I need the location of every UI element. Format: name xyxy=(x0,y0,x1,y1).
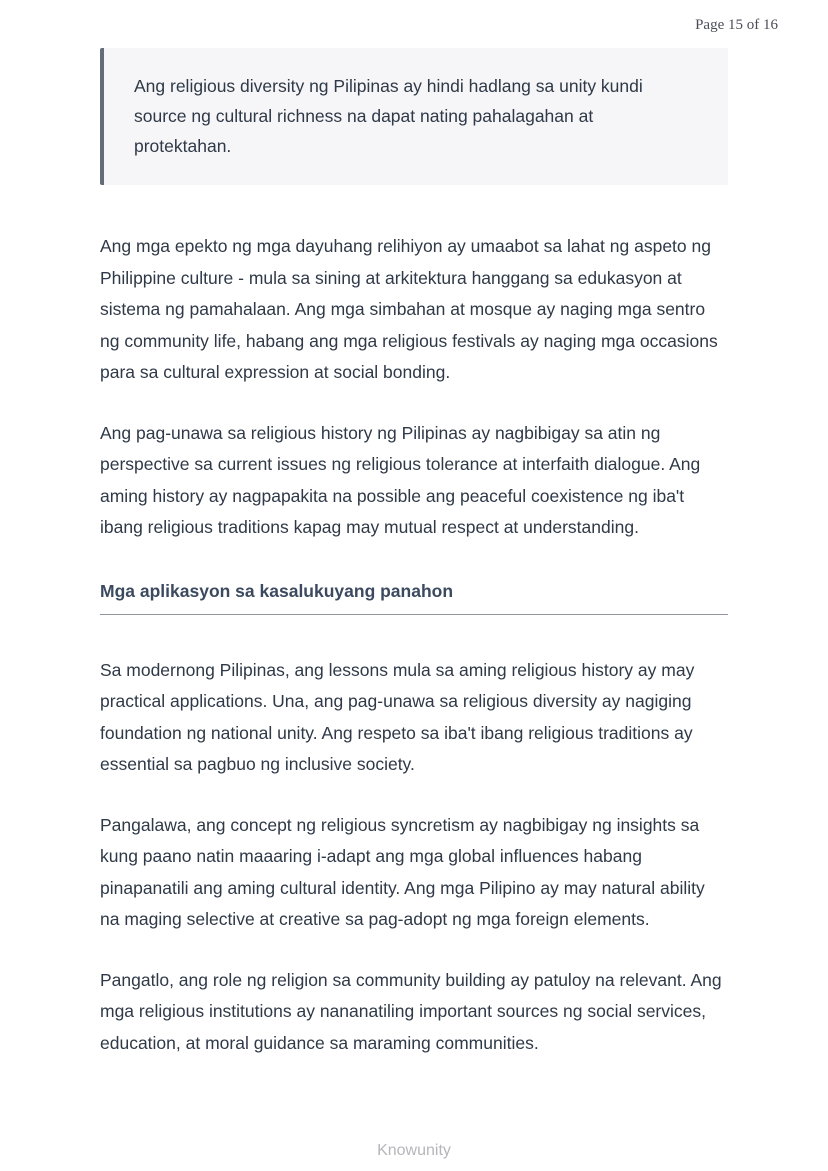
blockquote-text: Ang religious diversity ng Pilipinas ay hindi hadlang sa unity kundi source ng cultural richness na dapat nating pahalagahan at protektahan. xyxy=(134,76,643,156)
paragraph: Ang mga epekto ng mga dayuhang relihiyon ay umaabot sa lahat ng aspeto ng Philippine culture - mula sa sining at arkitektura hanggang sa edukasyon at sistema ng pamahalaan. Ang mga simbahan at mosque ay naging mga sentro ng community life, habang ang mga religious festivals ay naging mga occasions para sa cultural expression at social bonding. xyxy=(100,236,718,382)
paragraph: Ang pag-unawa sa religious history ng Pilipinas ay nagbibigay sa atin ng perspective sa current issues ng religious tolerance at interfaith dialogue. Ang aming history ay nagpapakita na possible ang peaceful coexistence ng iba't ibang religious traditions kapag may mutual respect at understanding. xyxy=(100,422,701,537)
footer-brand: Knowunity xyxy=(377,1142,451,1159)
heading-rule xyxy=(100,614,728,615)
blockquote xyxy=(100,48,728,185)
paragraph: Pangatlo, ang role ng religion sa community building ay patuloy na relevant. Ang mga religious institutions ay nananatiling important sources ng social services, education, at moral guidance sa maraming communities. xyxy=(100,969,722,1053)
paragraph: Pangalawa, ang concept ng religious syncretism ay nagbibigay ng insights sa kung paano natin maaaring i-adapt ang mga global influences habang pinapanatili ang aming cultural identity. Ang mga Pilipino ay may natural ability na maging selective at creative sa pag-adopt ng mga foreign elements. xyxy=(100,814,705,929)
paragraph: Sa modernong Pilipinas, ang lessons mula sa aming religious history ay may practical applications. Una, ang pag-unawa sa religious diversity ay nagiging foundation ng national unity. Ang respeto sa iba't ibang religious traditions ay essential sa pagbuo ng inclusive society. xyxy=(100,659,695,774)
section-heading: Mga aplikasyon sa kasalukuyang panahon xyxy=(100,580,454,601)
page-indicator: Page 15 of 16 xyxy=(695,17,778,33)
